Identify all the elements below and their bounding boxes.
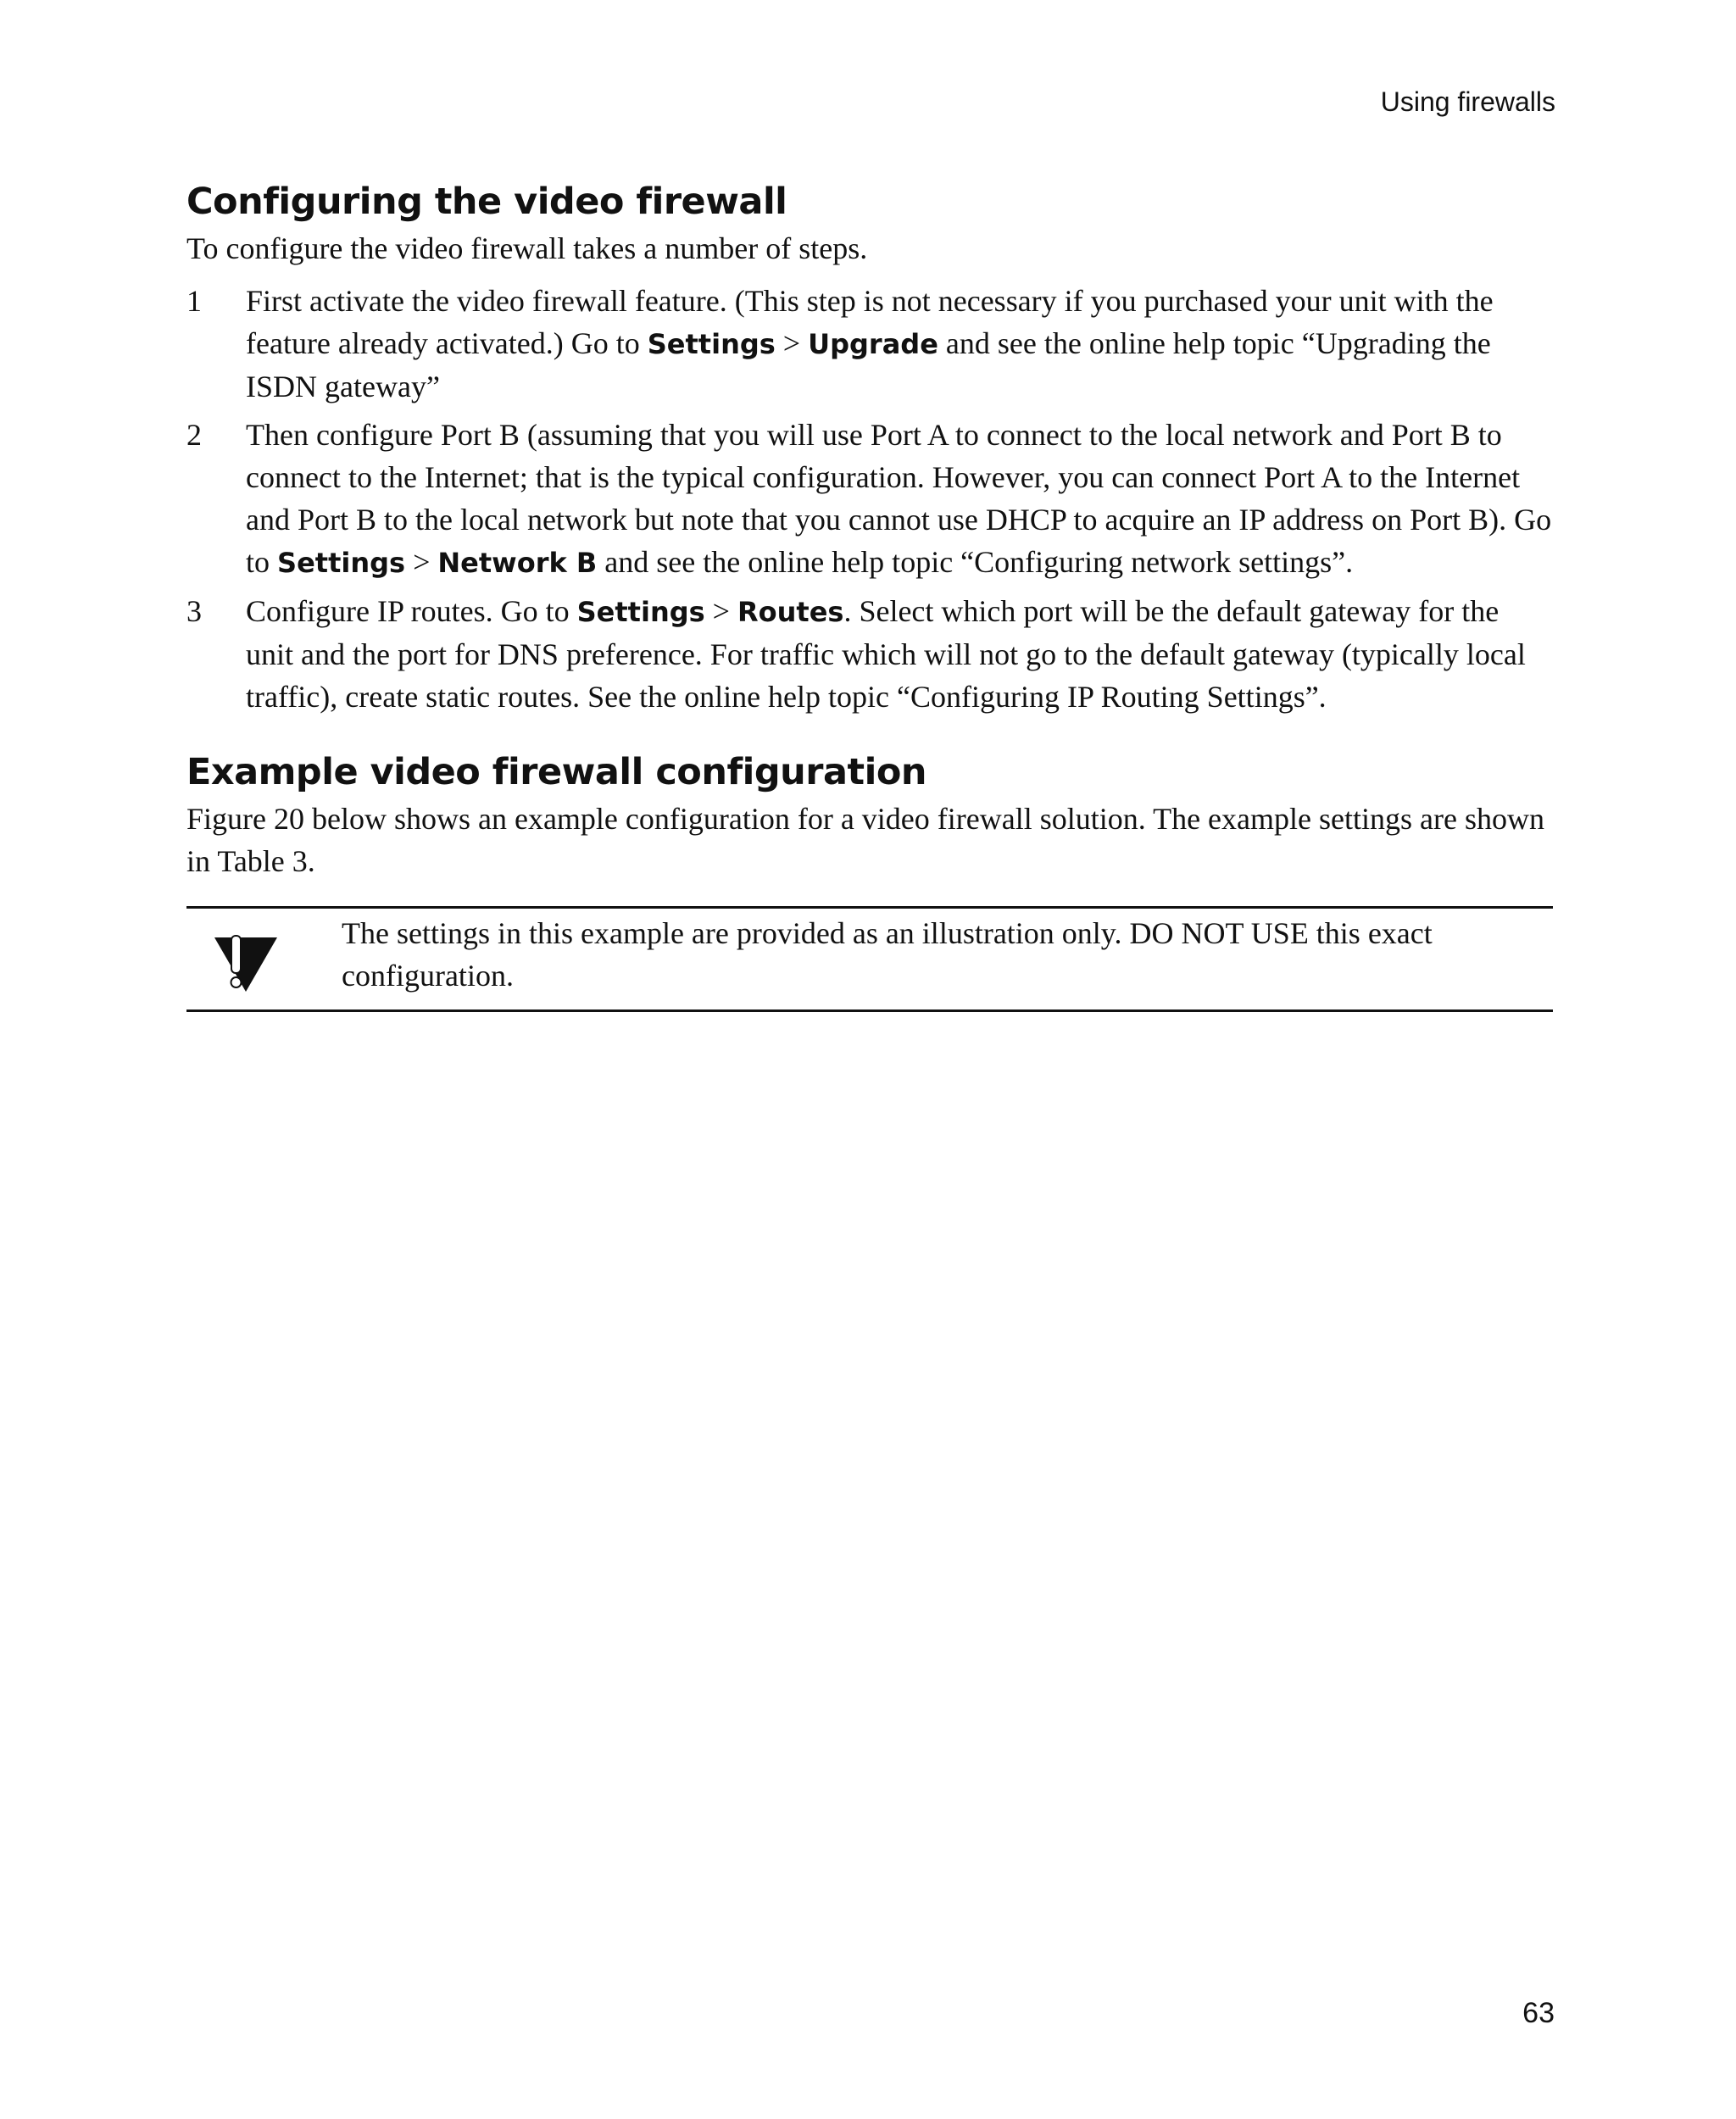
step-text-after: . Select which port will be the default gateway for the unit and the port for DNS preference. For traffic which will not go to the default gateway (typically local traffic), create static routes. See the online help topic “Configuring IP Routing Settings”. (246, 594, 1526, 714)
list-item (186, 280, 1553, 408)
menu-upgrade: Upgrade (808, 328, 938, 360)
intro-paragraph: To configure the video firewall takes a number of steps. (186, 231, 868, 265)
menu-settings: Settings (647, 328, 776, 360)
menu-separator: > (405, 545, 438, 579)
step-number: 3 (186, 594, 202, 628)
menu-separator: > (775, 326, 809, 360)
step-text-before: Configure IP routes. Go to (246, 594, 577, 628)
page-content (186, 176, 1553, 1012)
running-header: Using firewalls (1380, 86, 1555, 117)
step-text-after: and see the online help topic “Upgrading the ISDN gateway” (246, 326, 1491, 403)
section-heading-configuring: Configuring the video firewall (186, 181, 787, 223)
step-number: 2 (186, 418, 202, 452)
step-text (246, 280, 1553, 408)
step-number: 1 (186, 284, 202, 318)
figure-reference-paragraph: Figure 20 below shows an example configuration for a video firewall solution. The example settings are shown in Table 3. (186, 802, 1544, 878)
warning-icon (186, 912, 342, 999)
menu-settings: Settings (277, 547, 406, 579)
warning-text: The settings in this example are provided as an illustration only. DO NOT USE this exact configuration. (342, 916, 1433, 993)
step-text-after: and see the online help topic “Configuring network settings”. (597, 545, 1354, 579)
menu-separator: > (704, 594, 737, 628)
step-text (246, 414, 1553, 584)
menu-settings: Settings (576, 596, 705, 628)
list-item (186, 590, 1553, 718)
steps-list (186, 280, 1553, 718)
step-text (246, 590, 1553, 718)
step-text-before: Then configure Port B (assuming that you will use Port A to connect to the local network and Port B to connect to the Internet; that is the typical configuration. However, you can connect Port A to the Internet and Port B to the local network but note that you cannot use DHCP to acquire an IP address on Port B). Go to (246, 418, 1552, 579)
list-item (186, 414, 1553, 584)
page-number: 63 (1522, 1997, 1555, 2029)
step-text-before: First activate the video firewall feature. (This step is not necessary if you purchased your unit with the feature already activated.) Go to (246, 284, 1494, 360)
section-heading-example: Example video firewall configuration (186, 751, 926, 793)
warning-note (186, 906, 1553, 1012)
menu-routes: Routes (737, 596, 844, 628)
menu-network-b: Network B (437, 547, 598, 579)
